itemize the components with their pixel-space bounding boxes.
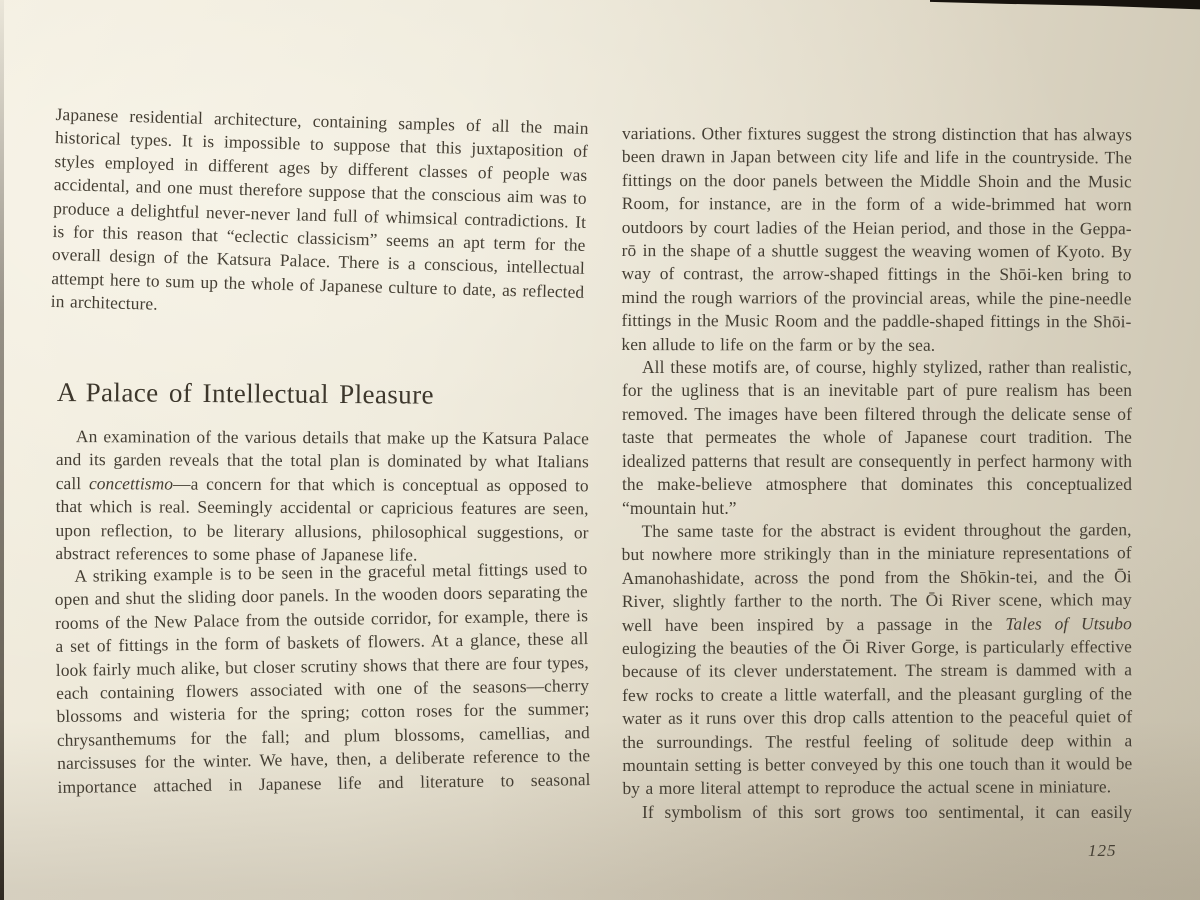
paragraph-text: An examination of the various details that make up the Katsura Palace and its garden reveals that the total plan is dominated by what Italians call <box>55 425 589 493</box>
body-paragraph: If symbolism of this sort grows too sentimental, it can easily <box>642 801 1132 822</box>
body-paragraph: Japanese residential architecture, containing samples of all the main historical types. It is impossible to suppose that this juxtaposition of styles employed in different ages by different classes of people was accidental, and one must therefore suppose that the conscious aim was to produce a delightful never-never land full of whimsical contradictions. It is for this reason that “eclectic classicism” seems an apt term for the overall design of the Katsura Palace. There is a conscious, intellectual attempt here to sum up the whole of Japanese culture to date, as reflected in architecture. <box>50 103 589 314</box>
body-paragraph <box>622 518 1133 801</box>
body-paragraph: A striking example is to be seen in the graceful metal fittings used to open and shut the sliding door panels. In the wooden doors separating the rooms of the New Palace from the outside corridor, for example, there is a set of fittings in the form of baskets of flowers. At a glance, these all look fairly much alike, but closer scrutiny shows that there are four types, each containing flowers associated with one of the seasons—cherry blossoms and wisteria for the spring; cotton roses for the summer; chrysanthemums for the fall; and plum blossoms, camellias, and narcissuses for the winter. We have, then, a deliberate reference to the importance attached in Japanese life and literature to seasonal <box>54 558 591 797</box>
paragraph-text: The same taste for the abstract is evident throughout the garden, but nowhere more strikingly than in the miniature representations of Amanohashidate, across the pond from the Shōkin-tei, and the Ōi River, slightly farther to the north. The Ōi River scene, which may well have been inspired by a passage in the <box>621 519 1132 635</box>
body-paragraph <box>55 425 589 568</box>
italic-term: Tales of Utsubo <box>1005 612 1132 634</box>
page-edge-top-right <box>930 0 1200 12</box>
page-edge-left <box>0 0 4 900</box>
body-paragraph: All these motifs are, of course, highly stylized, rather than realistic, for the ugliness that is an inevitable part of pure realism has been removed. The images have been filtered through the delicate sense of taste that permeates the whole of Japanese court tradition. The idealized patterns that result are consequently in perfect harmony with the make-believe atmosphere that dominates this conceptualized “mountain hut.” <box>622 357 1132 518</box>
section-heading: A Palace of Intellectual Pleasure <box>56 376 435 410</box>
page-number: 125 <box>1088 841 1117 860</box>
right-column <box>622 122 1132 824</box>
left-column <box>50 103 591 799</box>
italic-term: concettismo <box>88 472 174 493</box>
paragraph-text: eulogizing the beauties of the Ōi River Gorge, is particularly effective because of its clever understatement. The stream is dammed with a few rocks to create a little waterfall, and the pleasant gurgling of the water as it runs over this drop calls attention to the peaceful quiet of the surroundings. The restful feeling of solitude deep within a mountain setting is better conveyed by this one touch than it would be by a more literal attempt to reproduce the actual scene in miniature. <box>621 636 1133 799</box>
paragraph-text: —a concern for that which is conceptual as opposed to that which is real. Seemingly accidental or capricious features are seen, upon reflection, to be literary allusions, philosophical suggestions, or abstract references to some phase of Japanese life. <box>55 472 589 565</box>
body-paragraph: variations. Other fixtures suggest the strong distinction that has always been drawn in Japan between city life and life in the countryside. The fittings on the door panels between the Middle Shoin and the Music Room, for instance, are in the form of a wide-brimmed hat worn outdoors by court ladies of the Heian period, and those in the Geppa-rō in the shape of a shuttle suggest the weaving women of Kyoto. By way of contrast, the arrow-shaped fittings in the Shōi-ken bring to mind the rough warriors of the provincial areas, while the pine-needle fittings in the Music Room and the paddle-shaped fittings in the Shōi-ken allude to life on the farm or by the sea. <box>621 123 1132 355</box>
